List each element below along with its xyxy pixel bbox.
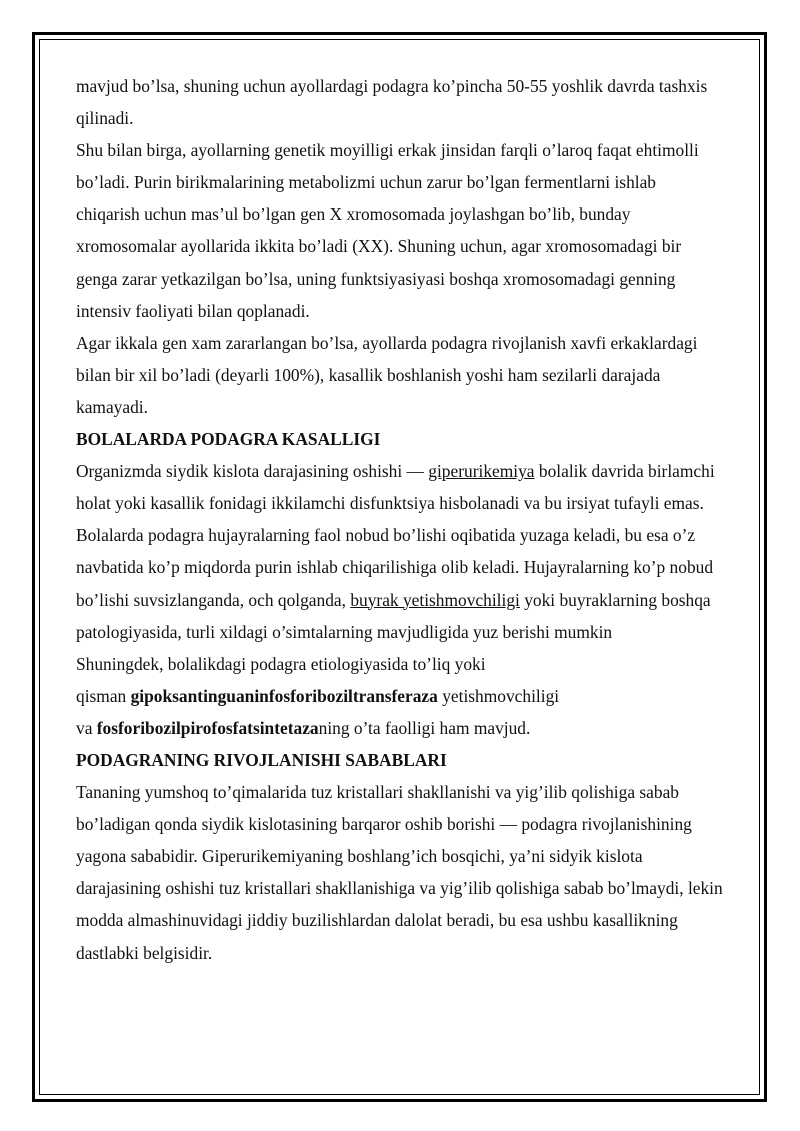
text: Shuningdek, bolalikdagi podagra etiologiyasida to’liq yoki [76, 653, 486, 674]
link-buyrak-yetishmovchiligi[interactable]: buyrak yetishmovchiligi [350, 589, 520, 610]
text: va [76, 717, 97, 738]
section-heading: PODAGRANING RIVOJLANISHI SABABLARI [76, 749, 447, 770]
text: bolalik davrida birlamchi holat yoki kasallik fonidagi ikkilamchi disfunktsiya hisbolanadi va bu irsiyat tufayli emas. [76, 461, 715, 514]
paragraph [76, 455, 724, 519]
paragraph: Agar ikkala gen xam zararlangan bo’lsa, ayollarda podagra rivojlanish xavfi erkaklardagi bilan bir xil bo’ladi (deyarli 100%), kasallik boshlanish yoshi ham sezilarli darajada kamayadi. [76, 332, 698, 417]
link-giperurikemiya[interactable]: giperurikemiya [428, 461, 535, 482]
paragraph: mavjud bo’lsa, shuning uchun ayollardagi podagra ko’pincha 50-55 yoshlik davrda tashxis qilinadi. [76, 76, 708, 129]
paragraph: Shu bilan birga, ayollarning genetik moyilligi erkak jinsidan farqli o’laroq faqat ehtimolli bo’ladi. Purin birikmalarining metabolizmi uchun zarur bo’lgan fermentlarni ishlab chiqarish uchun mas’ul bo’lgan gen X xromosomada joylashgan bo’lib, bunday xromosomalar ayollarida ikkita bo’ladi (XX). Shuning uchun, agar xromosomadagi bir genga zarar yetkazilgan bo’lsa, uning funktsiyasiyasi boshqa xromosomadagi genning intensiv faoliyati bilan qoplanadi. [76, 140, 699, 321]
text: Bolalarda podagra hujayralarning faol nobud bo’lishi oqibatida yuzaga keladi, bu esa o’z navbatida ko’p miqdorda purin ishlab chiqarilishiga olib keladi. Hujayralarning ko’p nobud bo’lishi suvsizlanganda, och qolganda, [76, 525, 714, 610]
document-body [76, 70, 724, 969]
text: Organizmda siydik kislota darajasining oshishi — [76, 461, 429, 482]
section-heading: BOLALARDA PODAGRA KASALLIGI [76, 429, 381, 450]
paragraph: Tananing yumshoq to’qimalarida tuz kristallari shakllanishi va yig’ilib qolishiga sabab bo’ladigan qonda siydik kislotasining barqaror oshib borishi — podagra rivojlanishining yagona sababidir. Giperurikemiyaning boshlang’ich bosqichi, ya’ni sidyik kislota darajasining oshishi tuz kristallari shakllanishiga va yig’ilib qolishiga sabab bo’lmaydi, lekin modda almashinuvidagi jiddiy buzilishlardan dalolat beradi, bu esa ushbu kasallikning dastlabki belgisidir. [76, 782, 723, 963]
paragraph [76, 648, 724, 744]
paragraph [76, 519, 724, 647]
text: yoki buyraklarning boshqa patologiyasida, turli xildagi o’simtalarning mavjudligida yuz berishi mumkin [76, 589, 711, 642]
bold-term: gipoksantinguaninfosforiboziltransferaza [130, 685, 438, 706]
bold-term: fosforibozilpirofosfatsintetaza [96, 717, 319, 738]
text: ning o’ta faolligi ham mavjud. [318, 717, 531, 738]
text: qisman [76, 685, 131, 706]
text: yetishmovchiligi [437, 685, 560, 706]
